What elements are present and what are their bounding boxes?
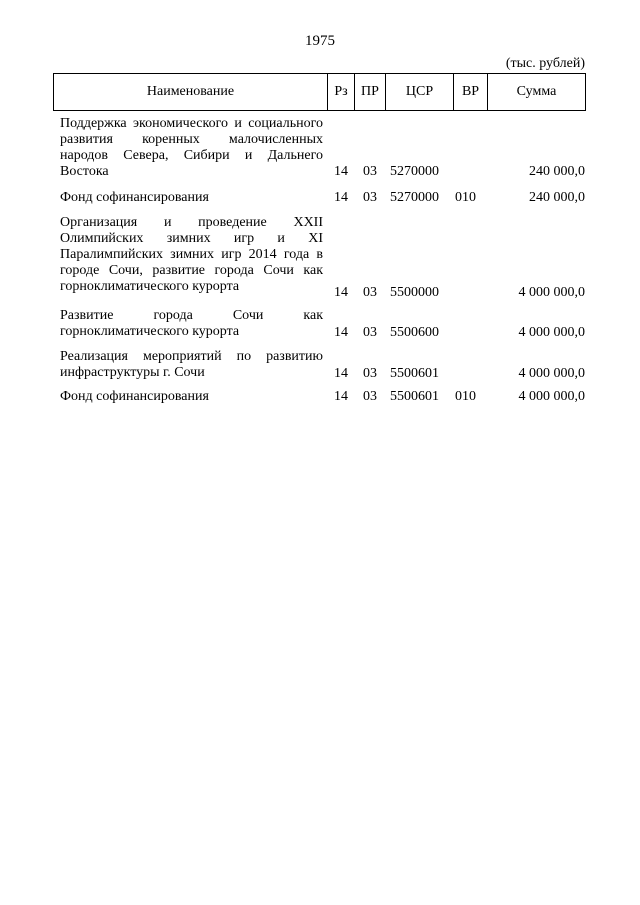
row-name: Развитие города Сочи как горноклиматического курорта [60,308,323,339]
table-row [0,389,640,405]
row-name: Организация и проведение XXII Олимпийских зимних игр и XI Паралимпийских зимних игр 2014 года в городе Сочи, развитие города Сочи как горноклиматического курорта [60,215,323,294]
row-vr: 010 [455,389,476,404]
row-rz: 14 [334,325,348,340]
row-vr: 010 [455,190,476,205]
row-pr: 03 [363,366,377,381]
row-csr: 5500000 [390,285,439,300]
row-sum: 240 000,0 [529,190,585,205]
row-pr: 03 [363,164,377,179]
row-csr: 5270000 [390,190,439,205]
table-header [53,73,586,111]
row-csr: 5500601 [390,366,439,381]
row-sum: 240 000,0 [529,164,585,179]
row-csr: 5270000 [390,164,439,179]
row-sum: 4 000 000,0 [518,285,585,300]
row-rz: 14 [334,164,348,179]
row-csr: 5500601 [390,389,439,404]
table-row [0,190,640,206]
header-pr: ПР [355,74,386,111]
row-rz: 14 [334,389,348,404]
row-name: Поддержка экономического и социального развития коренных малочисленных народов Севера, Сибири и Дальнего Востока [60,116,323,179]
row-name: Фонд софинансирования [60,190,209,205]
header-vr: ВР [454,74,488,111]
row-name: Реализация мероприятий по развитию инфраструктуры г. Сочи [60,349,323,380]
row-name: Фонд софинансирования [60,389,209,404]
row-pr: 03 [363,325,377,340]
row-sum: 4 000 000,0 [518,389,585,404]
header-sum: Сумма [488,74,586,111]
header-rz: Рз [328,74,355,111]
row-pr: 03 [363,389,377,404]
header-name: Наименование [54,74,328,111]
row-pr: 03 [363,285,377,300]
table-row [0,349,640,382]
row-sum: 4 000 000,0 [518,366,585,381]
units-label: (тыс. рублей) [505,56,585,71]
row-sum: 4 000 000,0 [518,325,585,340]
row-csr: 5500600 [390,325,439,340]
table-row [0,116,640,180]
row-pr: 03 [363,190,377,205]
table-row [0,215,640,301]
page-number: 1975 [305,33,335,49]
table-row [0,308,640,341]
row-rz: 14 [334,190,348,205]
row-rz: 14 [334,366,348,381]
row-rz: 14 [334,285,348,300]
header-csr: ЦСР [386,74,454,111]
